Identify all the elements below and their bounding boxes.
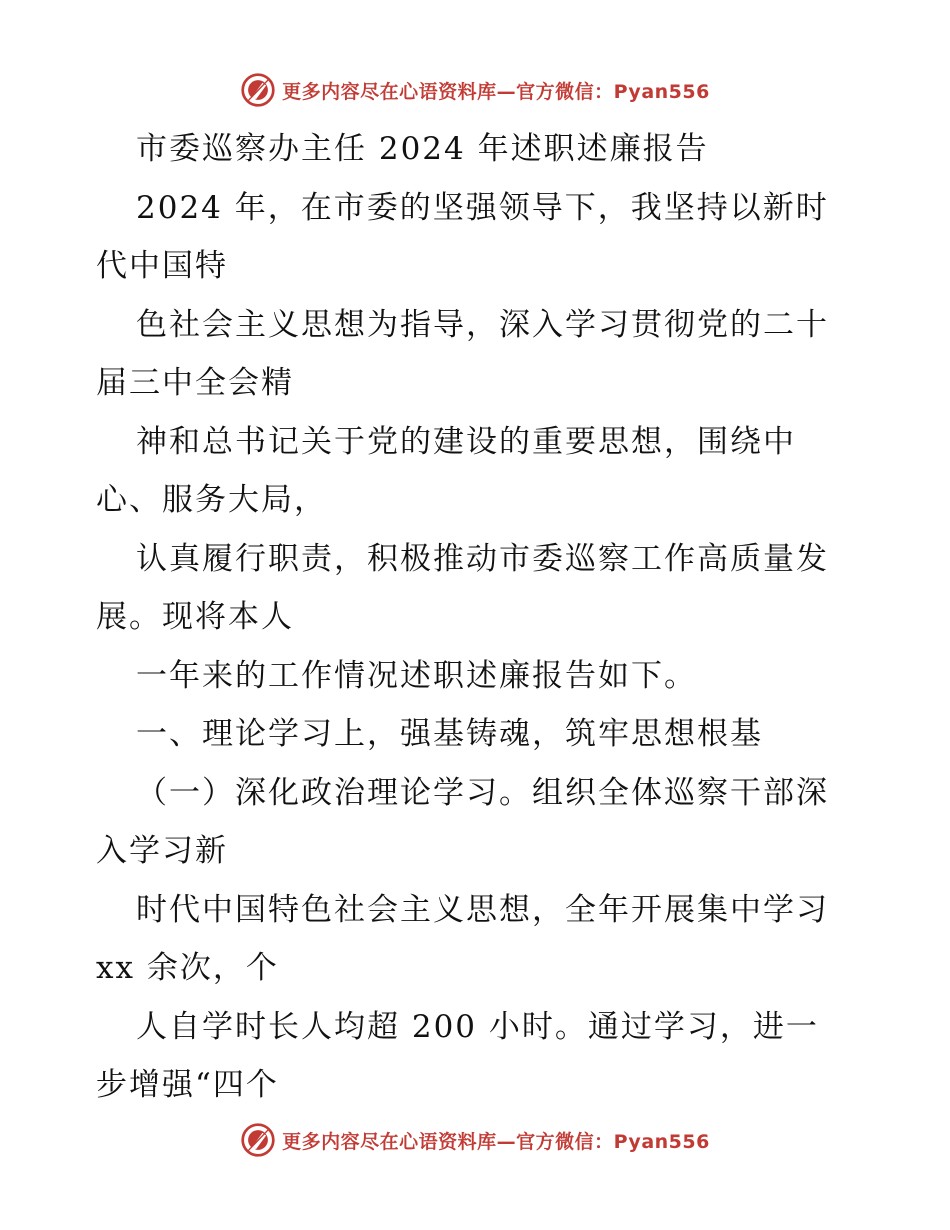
paragraph-line: 时代中国特色社会主义思想，全年开展集中学习: [136, 891, 829, 928]
paragraph-line: 色社会主义思想为指导，深入学习贯彻党的二十: [136, 306, 829, 343]
header-banner: [0, 70, 950, 110]
document-body: [96, 120, 856, 1115]
pen-nib-seal-icon: [240, 1122, 276, 1158]
document-title: 市委巡察办主任 2024 年述职述廉报告: [136, 131, 709, 167]
paragraph-line: 神和总书记关于党的建设的重要思想，围绕中: [136, 423, 796, 460]
section-heading: 一、理论学习上，强基铸魂，筑牢思想根基: [136, 716, 763, 752]
footer-banner: [0, 1120, 950, 1160]
paragraph-line: 届三中全会精: [96, 365, 294, 401]
paragraph-line: 一年来的工作情况述职述廉报告如下。: [136, 657, 697, 694]
paragraph-line: 入学习新: [96, 833, 228, 869]
paragraph-line: 认真履行职责，积极推动市委巡察工作高质量发: [136, 540, 829, 577]
banner-text: 更多内容尽在心语资料库—官方微信：Pyan556: [282, 1130, 710, 1153]
paragraph-line: 展。现将本人: [96, 599, 294, 635]
paragraph-line: 人自学时长人均超 200 小时。通过学习，进一: [136, 1008, 819, 1045]
paragraph-line: 步增强“四个: [96, 1067, 279, 1103]
banner-text: 更多内容尽在心语资料库—官方微信：Pyan556: [282, 80, 710, 103]
paragraph-line: 代中国特: [96, 248, 228, 284]
pen-nib-seal-icon: [240, 72, 276, 108]
subsection-heading: （一）深化政治理论学习。组织全体巡察干部深: [136, 774, 829, 811]
paragraph-line: 心、服务大局，: [96, 482, 327, 518]
paragraph-line: 2024 年，在市委的坚强领导下，我坚持以新时: [136, 189, 829, 226]
paragraph-line: xx 余次，个: [96, 950, 279, 986]
